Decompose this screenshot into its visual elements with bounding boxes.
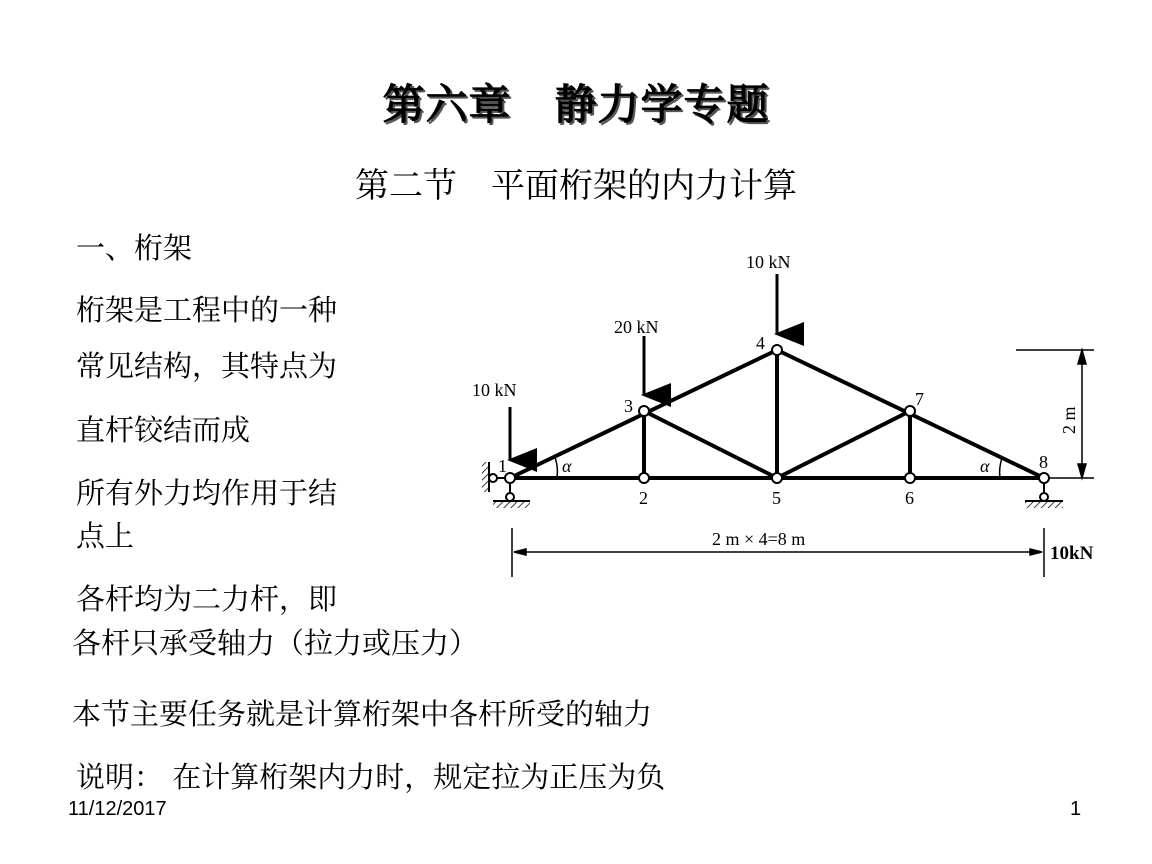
node-label-7: 7 xyxy=(915,389,924,409)
angle-label-right: α xyxy=(980,456,990,476)
load-label-node-3: 20 kN xyxy=(614,317,659,337)
span-dimension-label: 2 m × 4=8 m xyxy=(712,529,806,549)
truss-members xyxy=(510,350,1044,478)
node-label-6: 6 xyxy=(905,488,914,508)
section-heading: 一、桁架 xyxy=(76,231,193,265)
angle-label-left: α xyxy=(562,456,572,476)
text-line-5: 点上 xyxy=(76,519,135,553)
node-label-4: 4 xyxy=(756,333,765,353)
node-label-5: 5 xyxy=(772,488,781,508)
node-label-2: 2 xyxy=(639,488,648,508)
height-dimension-label: 2 m xyxy=(1059,406,1079,434)
text-line-1: 桁架是工程中的一种 xyxy=(76,293,338,327)
slide-title: 第六章 静力学专题 xyxy=(382,80,770,129)
load-label-node-4: 10 kN xyxy=(746,252,791,272)
text-line-2: 常见结构，其特点为 xyxy=(76,349,338,383)
text-line-7: 各杆只承受轴力（拉力或压力） xyxy=(72,626,479,660)
text-line-8: 本节主要任务就是计算桁架中各杆所受的轴力 xyxy=(72,697,653,731)
height-dimension xyxy=(1016,350,1094,478)
footer-date: 11/12/2017 xyxy=(68,798,167,820)
node-label-1: 1 xyxy=(498,456,507,476)
text-line-6: 各杆均为二力杆，即 xyxy=(76,582,338,616)
slide-subtitle: 第二节 平面桁架的内力计算 xyxy=(355,166,797,206)
text-line-3: 直杆铰结而成 xyxy=(76,413,251,447)
truss-diagram xyxy=(460,240,1140,590)
note-line: 说明： 在计算桁架内力时，规定拉为正压为负 xyxy=(76,760,666,794)
node-label-3: 3 xyxy=(624,396,633,416)
node-label-8: 8 xyxy=(1039,452,1048,472)
reaction-label: 10kN xyxy=(1050,543,1094,564)
text-line-4: 所有外力均作用于结 xyxy=(76,476,338,510)
page-number: 1 xyxy=(1070,798,1082,820)
load-label-node-1: 10 kN xyxy=(472,380,517,400)
